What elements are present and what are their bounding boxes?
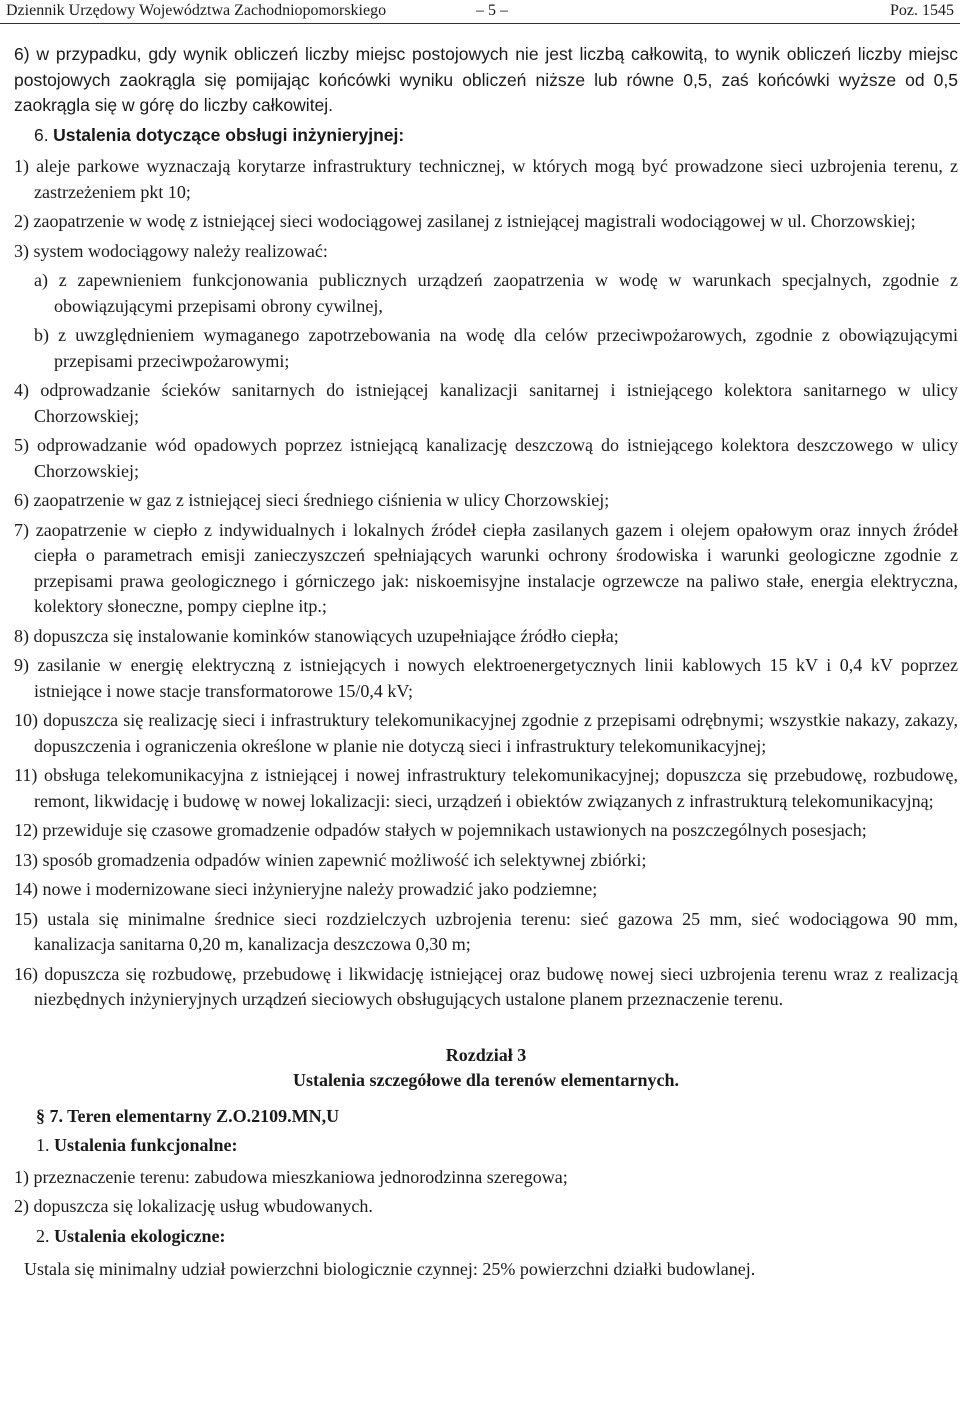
ecological-text: Ustala się minimalny udział powierzchni biologicznie czynnej: 25% powierzchni działki budowlanej.: [24, 1259, 756, 1279]
sub-list-item: a) z zapewnieniem funkcjonowania publicznych urządzeń zaopatrzenia w wodę w warunkach specjalnych, zgodnie z obowiązującymi przepisami obrony cywilnej,: [34, 270, 958, 316]
ecological-title: Ustalenia ekologiczne:: [54, 1225, 226, 1246]
list-item: 2) dopuszcza się lokalizację usług wbudowanych.: [14, 1196, 373, 1216]
section-number: 6.: [34, 124, 49, 145]
list-item: 2) zaopatrzenie w wodę z istniejącej sieci wodociągowej zasilanej z istniejącej magistrali wodociągowej w ul. Chorzowskiej;: [14, 211, 916, 231]
header-divider: [0, 23, 960, 24]
functional-number: 1.: [36, 1135, 50, 1155]
list-item: 14) nowe i modernizowane sieci inżynieryjne należy prowadzić jako podziemne;: [14, 879, 598, 899]
parking-rounding-paragraph: 6) w przypadku, gdy wynik obliczeń liczby miejsc postojowych nie jest liczbą całkowitą, to wynik obliczeń liczby miejsc postojowych zaokrągla się pomijając końcówki wyniku obliczeń niższe lub równe 0,5, zaś końcówki wyższe od 0,5 zaokrągla się w górę do liczby całkowitej.: [14, 44, 958, 115]
list-item: 6) zaopatrzenie w gaz z istniejącej sieci średniego ciśnienia w ulicy Chorzowskiej;: [14, 490, 610, 510]
document-body: [14, 42, 958, 1283]
chapter-number: Rozdział 3: [445, 1044, 527, 1065]
position-number: Poz. 1545: [890, 2, 954, 19]
list-item: 11) obsługa telekomunikacyjna z istniejącej i nowej infrastruktury telekomunikacyjnej; dopuszcza się przebudowę, rozbudowę, remont, likwidację i budowę w nowej lokalizacji: sieci, urządzeń i obiektów związanych z infrastrukturą telekomunikacyjną;: [14, 765, 958, 811]
ecological-heading: [14, 1224, 958, 1250]
list-item: 12) przewiduje się czasowe gromadzenie odpadów stałych w pojemnikach ustawionych na poszczególnych posesjach;: [14, 820, 867, 840]
list-item: 15) ustala się minimalne średnice sieci rozdzielczych uzbrojenia terenu: sieć gazowa 25 mm, sieć wodociągowa 90 mm, kanalizacja sanitarna 0,20 m, kanalizacja deszczowa 0,30 m;: [14, 908, 958, 954]
page-number: – 5 –: [476, 2, 508, 19]
section-6-heading: [14, 123, 958, 149]
list-item: 1) przeznaczenie terenu: zabudowa mieszkaniowa jednorodzinna szeregowa;: [14, 1166, 568, 1187]
sub-list-item: b) z uwzględnieniem wymaganego zapotrzebowania na wodę dla celów przeciwpożarowych, zgodnie z obowiązującymi przepisami przeciwpożarowymi;: [34, 325, 958, 371]
chapter-title: Ustalenia szczegółowe dla terenów elementarnych.: [292, 1070, 680, 1090]
list-item: 16) dopuszcza się rozbudowę, przebudowę i likwidację istniejącej oraz budowę nowej sieci uzbrojenia terenu wraz z realizacją niezbędnych inżynieryjnych urządzeń sieciowych obsługujących ustalone planem przeznaczenie terenu.: [14, 963, 958, 1009]
ecological-number: 2.: [36, 1225, 50, 1246]
terrain-heading: § 7. Teren elementarny Z.O.2109.MN,U: [36, 1105, 340, 1126]
list-item: 4) odprowadzanie ścieków sanitarnych do istniejącej kanalizacji sanitarnej i istniejącego kolektora sanitarnego w ulicy Chorzowskiej;: [14, 380, 958, 426]
list-item: 3) system wodociągowy należy realizować:: [14, 240, 328, 261]
journal-title: Dziennik Urzędowy Województwa Zachodniopomorskiego: [6, 2, 387, 19]
list-item: 9) zasilanie w energię elektryczną z istniejących i nowych elektroenergetycznych linii kablowych 15 kV i 0,4 kV poprzez istniejące i nowe stacje transformatorowe 15/0,4 kV;: [14, 655, 958, 701]
section-title: Ustalenia dotyczące obsługi inżynieryjnej:: [53, 124, 405, 145]
functional-heading: [14, 1133, 958, 1159]
list-item: 1) aleje parkowe wyznaczają korytarze infrastruktury technicznej, w których mogą być prowadzone sieci uzbrojenia terenu, z zastrzeżeniem pkt 10;: [14, 156, 958, 202]
list-item: 10) dopuszcza się realizację sieci i infrastruktury telekomunikacyjnej zgodnie z przepisami odrębnymi; wszystkie nakazy, zakazy, dopuszczenia i ograniczenia określone w planie nie dotyczą sieci i infrastruktury telekomunikacyjnej;: [14, 710, 958, 756]
page-header: [6, 0, 954, 22]
functional-title: Ustalenia funkcjonalne:: [54, 1135, 238, 1155]
list-item: 8) dopuszcza się instalowanie kominków stanowiących uzupełniające źródło ciepła;: [14, 625, 619, 646]
list-item: 13) sposób gromadzenia odpadów winien zapewnić możliwość ich selektywnej zbiórki;: [14, 849, 647, 870]
list-item: 5) odprowadzanie wód opadowych poprzez istniejącą kanalizację deszczową do istniejącego kolektora deszczowego w ulicy Chorzowskiej;: [14, 435, 958, 481]
list-item: 7) zaopatrzenie w ciepło z indywidualnych i lokalnych źródeł ciepła zasilanych gazem i olejem opałowym oraz innych źródeł ciepła o parametrach emisji zanieczyszczeń spełniających warunki ochrony środowiska i warunki geologiczne zgodnie z przepisami prawa geologicznego i górniczego jak: niskoemisyjne instalacje ogrzewcze na paliwo stałe, energia elektryczna, kolektory słoneczne, pompy cieplne itp.;: [14, 519, 958, 616]
